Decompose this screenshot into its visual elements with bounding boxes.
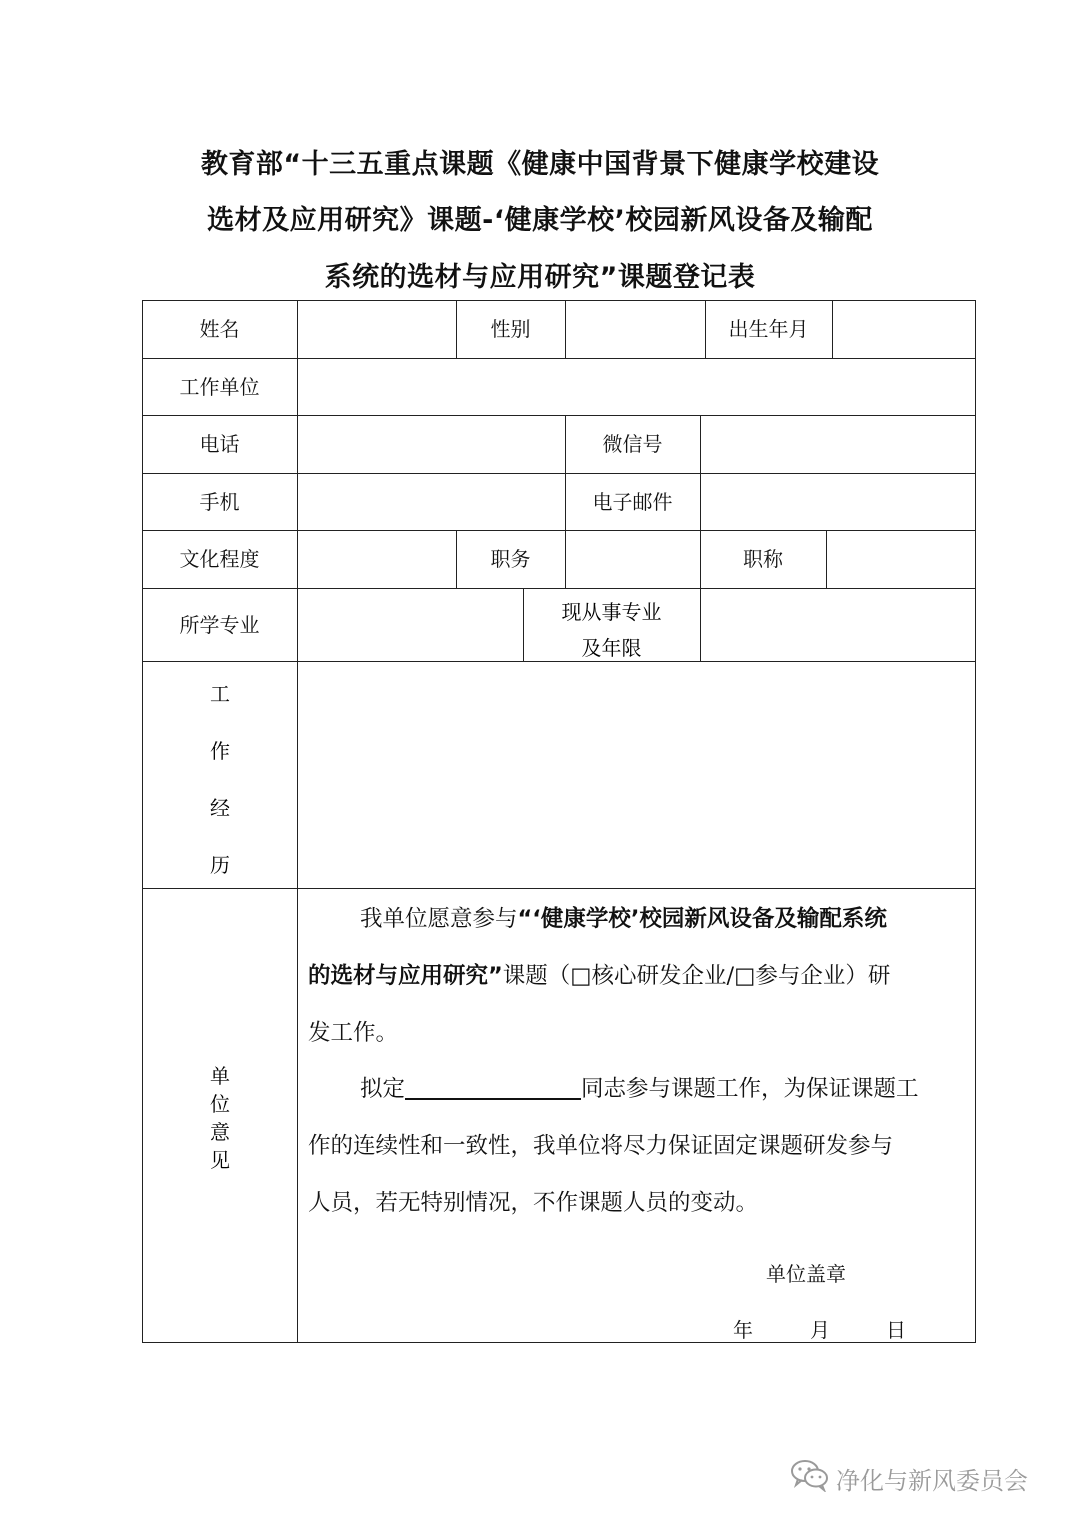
professional-title-label: 职称 [743, 547, 783, 571]
table-divider [142, 888, 976, 889]
workplace-field[interactable] [298, 359, 975, 415]
opinion-text: 课题（□核心研发企业/□参与企业）研 [502, 963, 891, 989]
opinion-text: 拟定 [360, 1076, 406, 1102]
table-border [975, 300, 976, 1343]
position-label: 职务 [490, 547, 531, 571]
nominee-blank-field[interactable] [405, 1068, 581, 1100]
education-label: 文化程度 [179, 547, 260, 571]
name-field[interactable] [298, 301, 456, 358]
seal-label: 单位盖章 [766, 1262, 846, 1286]
gender-label: 性别 [490, 317, 531, 341]
education-field[interactable] [298, 531, 456, 588]
wechat-label: 微信号 [602, 432, 663, 456]
opinion-text: 人员，若无特别情况，不作课题人员的变动。 [308, 1190, 759, 1216]
opinion-label-char: 位 [210, 1092, 230, 1116]
table-border [142, 1342, 976, 1343]
workplace-label: 工作单位 [179, 374, 260, 399]
work-experience-field[interactable] [298, 662, 975, 888]
birth-field[interactable] [833, 301, 975, 358]
month-label: 月 [810, 1318, 830, 1342]
gender-field[interactable] [566, 301, 705, 358]
watermark [790, 1458, 1028, 1498]
phone-label: 电话 [199, 432, 240, 456]
email-field[interactable] [701, 474, 975, 530]
project-name-bold: “‘健康学校’校园新风设备及输配系统 [517, 906, 887, 932]
major-field[interactable] [298, 589, 523, 661]
project-name-bold: 的选材与应用研究” [308, 963, 503, 989]
opinion-paragraph-1 [308, 891, 968, 1062]
position-field[interactable] [566, 531, 700, 588]
email-label: 电子邮件 [592, 489, 673, 514]
major-label: 所学专业 [179, 612, 260, 637]
experience-label-char: 工 [210, 682, 230, 706]
opinion-label-char: 见 [210, 1148, 230, 1172]
opinion-label-char: 单 [210, 1064, 230, 1088]
form-title-line-3: 系统的选材与应用研究”课题登记表 [324, 262, 756, 293]
wechat-field[interactable] [701, 416, 975, 473]
year-label: 年 [733, 1318, 753, 1342]
watermark-text: 净化与新风委员会 [836, 1466, 1028, 1495]
opinion-text: 我单位愿意参与 [360, 906, 518, 932]
wechat-icon [790, 1458, 830, 1498]
form-title-line-1: 教育部“十三五重点课题《健康中国背景下健康学校建设 [200, 149, 880, 180]
professional-title-field[interactable] [827, 531, 975, 588]
opinion-label-char: 意 [210, 1120, 230, 1144]
experience-label-char: 作 [210, 739, 230, 763]
current-major-label-line-2: 及年限 [581, 636, 642, 660]
opinion-paragraph-2 [308, 1061, 968, 1232]
opinion-text: 作的连续性和一致性，我单位将尽力保证固定课题研发参与 [308, 1133, 894, 1159]
opinion-text: 同志参与课题工作，为保证课题工 [581, 1076, 919, 1102]
birth-label: 出生年月 [728, 317, 809, 341]
mobile-field[interactable] [298, 474, 565, 530]
current-major-field[interactable] [701, 589, 975, 661]
mobile-label: 手机 [199, 489, 240, 514]
current-major-label [523, 594, 700, 666]
opinion-text: 发工作。 [308, 1020, 399, 1046]
day-label: 日 [886, 1318, 906, 1342]
experience-label-char: 历 [210, 853, 230, 877]
phone-field[interactable] [298, 416, 565, 473]
name-label: 姓名 [199, 317, 240, 341]
form-title-line-2: 选材及应用研究》课题-‘健康学校’校园新风设备及输配 [207, 205, 873, 236]
experience-label-char: 经 [210, 796, 230, 820]
current-major-label-line-1: 现从事专业 [561, 600, 662, 624]
